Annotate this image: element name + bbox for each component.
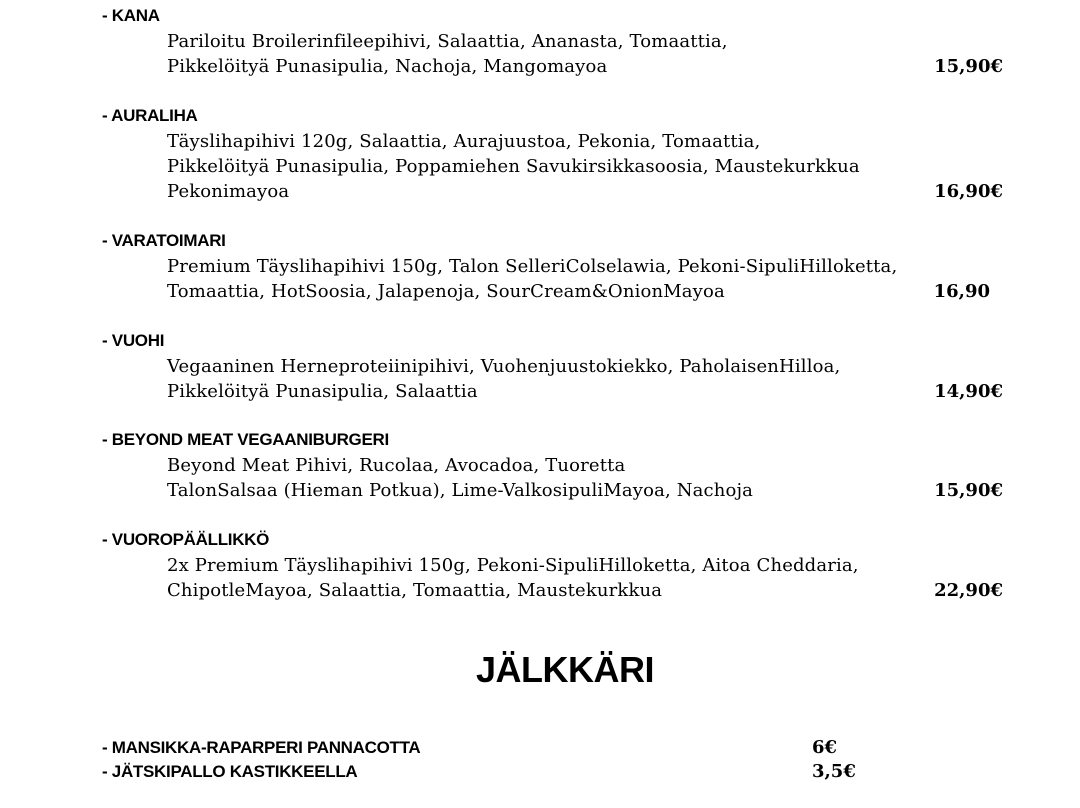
menu-item-price: 15,90€ [934,480,1003,501]
menu-item-title: - VUOHI [102,331,165,350]
menu-item-title: - BEYOND MEAT VEGAANIBURGERI [102,430,389,449]
menu-item-description-line: Täyslihapihivi 120g, Salaattia, Aurajuustoa, Pekonia, Tomaattia, [167,131,761,152]
menu-item-price: 22,90€ [934,580,1003,601]
menu-item-description-line: Pikkelöityä Punasipulia, Nachoja, Mangomayoa [167,56,608,77]
menu-item-description-line: Pekonimayoa [167,181,290,202]
menu-item-description-line: Pariloitu Broilerinfileepihivi, Salaattia, Ananasta, Tomaattia, [167,31,728,52]
menu-item-price: 15,90€ [934,56,1003,77]
menu-item-title: - AURALIHA [102,106,198,125]
section-title-desserts: JÄLKKÄRI [475,649,654,690]
dessert-item-title: - JÄTSKIPALLO KASTIKKEELLA [102,762,358,781]
menu-item-description-line: ChipotleMayoa, Salaattia, Tomaattia, Maustekurkkua [167,580,663,601]
menu-item-description-line: Vegaaninen Herneproteiinipihivi, Vuohenjuustokiekko, PaholaisenHilloa, [167,356,841,377]
menu-item-description-line: Tomaattia, HotSoosia, Jalapenoja, SourCream&OnionMayoa [167,281,725,302]
menu-item-description-line: Pikkelöityä Punasipulia, Salaattia [167,381,478,402]
dessert-item-title: - MANSIKKA-RAPARPERI PANNACOTTA [102,738,421,757]
menu-item-description-line: 2x Premium Täyslihapihivi 150g, Pekoni-SipuliHilloketta, Aitoa Cheddaria, [167,555,859,576]
dessert-item-price: 3,5€ [812,761,856,782]
menu-item-title: - VUOROPÄÄLLIKKÖ [102,530,270,549]
menu-item-description-line: TalonSalsaa (Hieman Potkua), Lime-ValkosipuliMayoa, Nachoja [167,480,754,501]
menu-item-title: - VARATOIMARI [102,231,226,250]
menu-item-title: - KANA [102,6,160,25]
menu-item-price: 16,90€ [934,181,1003,202]
dessert-item-price: 6€ [812,737,838,758]
menu-item-description-line: Pikkelöityä Punasipulia, Poppamiehen Savukirsikkasoosia, Maustekurkkua [167,156,860,177]
menu-item-description-line: Premium Täyslihapihivi 150g, Talon SelleriColselawia, Pekoni-SipuliHilloketta, [167,256,898,277]
menu-item-price: 16,90 [933,281,990,302]
menu-item-description-line: Beyond Meat Pihivi, Rucolaa, Avocadoa, Tuoretta [167,455,626,476]
menu-item-price: 14,90€ [934,381,1003,402]
